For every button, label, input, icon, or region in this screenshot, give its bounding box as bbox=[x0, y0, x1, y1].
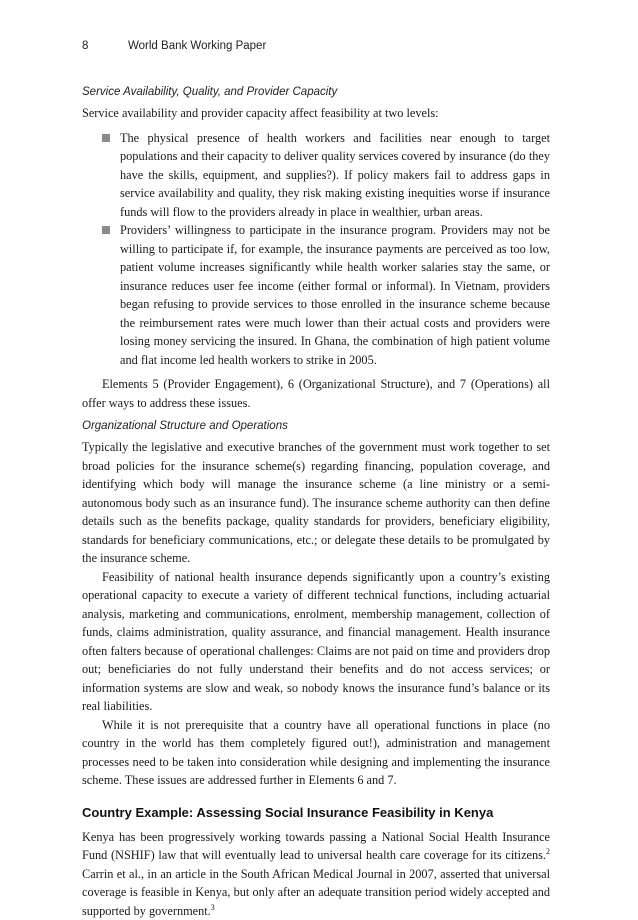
country-example-heading: Country Example: Assessing Social Insurance Feasibility in Kenya bbox=[82, 804, 550, 822]
running-header bbox=[82, 40, 266, 52]
running-title: World Bank Working Paper bbox=[128, 40, 266, 52]
body-paragraph: Feasibility of national health insurance depends significantly upon a country’s existing operational capacity to execute a variety of different technical functions, including actuarial analysis, marketing and communications, enrolment, membership management, collection of funds, claims administration, quality assurance, and financial management. Health insurance often falters because of operational challenges: Claims are not paid on time and providers drop out; beneficiaries do not fully understand their benefits and do not access services; or information systems are slow and weak, so nobody knows the insurance fund’s balance or its real liabilities. bbox=[82, 568, 550, 716]
body-paragraph: Typically the legislative and executive branches of the government must work together to set broad policies for the insurance scheme(s) regarding financing, population coverage, and identifying which body will manage the insurance scheme (a line ministry or a semi-autonomous body such as an insurance fund). The insurance scheme authority can then define details such as the benefits package, quality standards for providers, beneficiary eligibility, standards for beneficiary communications, etc.; or delegate these details to be promulgated by the insurance scheme. bbox=[82, 438, 550, 568]
square-bullet-icon bbox=[102, 226, 110, 234]
footnote-ref[interactable]: 3 bbox=[211, 903, 215, 912]
bullet-text: Providers’ willingness to participate in the insurance program. Providers may not be willing to participate if, for example, the insurance payments are perceived as too low, patient volume increases significantly while health worker salaries stay the same, or insurance reduces user fee income (either formal or informal). In Vietnam, providers began refusing to provide services to those enrolled in the insurance scheme because the reimbursement rates were much lower than their actual costs and providers were losing money servicing the insured. In Ghana, the combination of high patient volume and flat income led health workers to strike in 2005. bbox=[120, 223, 550, 367]
kenya-paragraph bbox=[82, 828, 550, 920]
square-bullet-icon bbox=[102, 134, 110, 142]
section-heading-service-availability: Service Availability, Quality, and Provider Capacity bbox=[82, 84, 550, 100]
elements-paragraph: Elements 5 (Provider Engagement), 6 (Organizational Structure), and 7 (Operations) all offer ways to address these issues. bbox=[82, 375, 550, 412]
bullet-item bbox=[102, 129, 550, 222]
footnote-ref[interactable]: 2 bbox=[546, 847, 550, 856]
bullet-item bbox=[102, 221, 550, 369]
bullet-text: The physical presence of health workers and facilities near enough to target populations and their capacity to deliver quality services covered by insurance (do they have the skills, equipment, and supplies?). If policy makers fail to address gaps in service availability and quality, they risk making existing inequities worse if insurance funds will flow to the providers already in place in wealthier, urban areas. bbox=[120, 131, 550, 219]
section-intro-paragraph: Service availability and provider capacity affect feasibility at two levels: bbox=[82, 104, 550, 123]
body-content bbox=[82, 84, 550, 920]
bullet-list bbox=[82, 129, 550, 370]
section-heading-organizational-structure: Organizational Structure and Operations bbox=[82, 418, 550, 434]
page-number: 8 bbox=[82, 40, 128, 52]
kenya-text-part2: Carrin et al., in an article in the South African Medical Journal in 2007, asserted that universal coverage is feasible in Kenya, but only after an adequate transition period widely accepted and supported by government. bbox=[82, 867, 550, 918]
kenya-text-part1: Kenya has been progressively working towards passing a National Social Health Insurance Fund (NSHIF) law that will eventually lead to universal health care coverage for its citizens. bbox=[82, 830, 550, 863]
body-paragraph: While it is not prerequisite that a country have all operational functions in place (no country in the world has them completely figured out!), administration and management processes need to be taken into consideration while designing and implementing the insurance scheme. These issues are addressed further in Elements 6 and 7. bbox=[82, 716, 550, 790]
